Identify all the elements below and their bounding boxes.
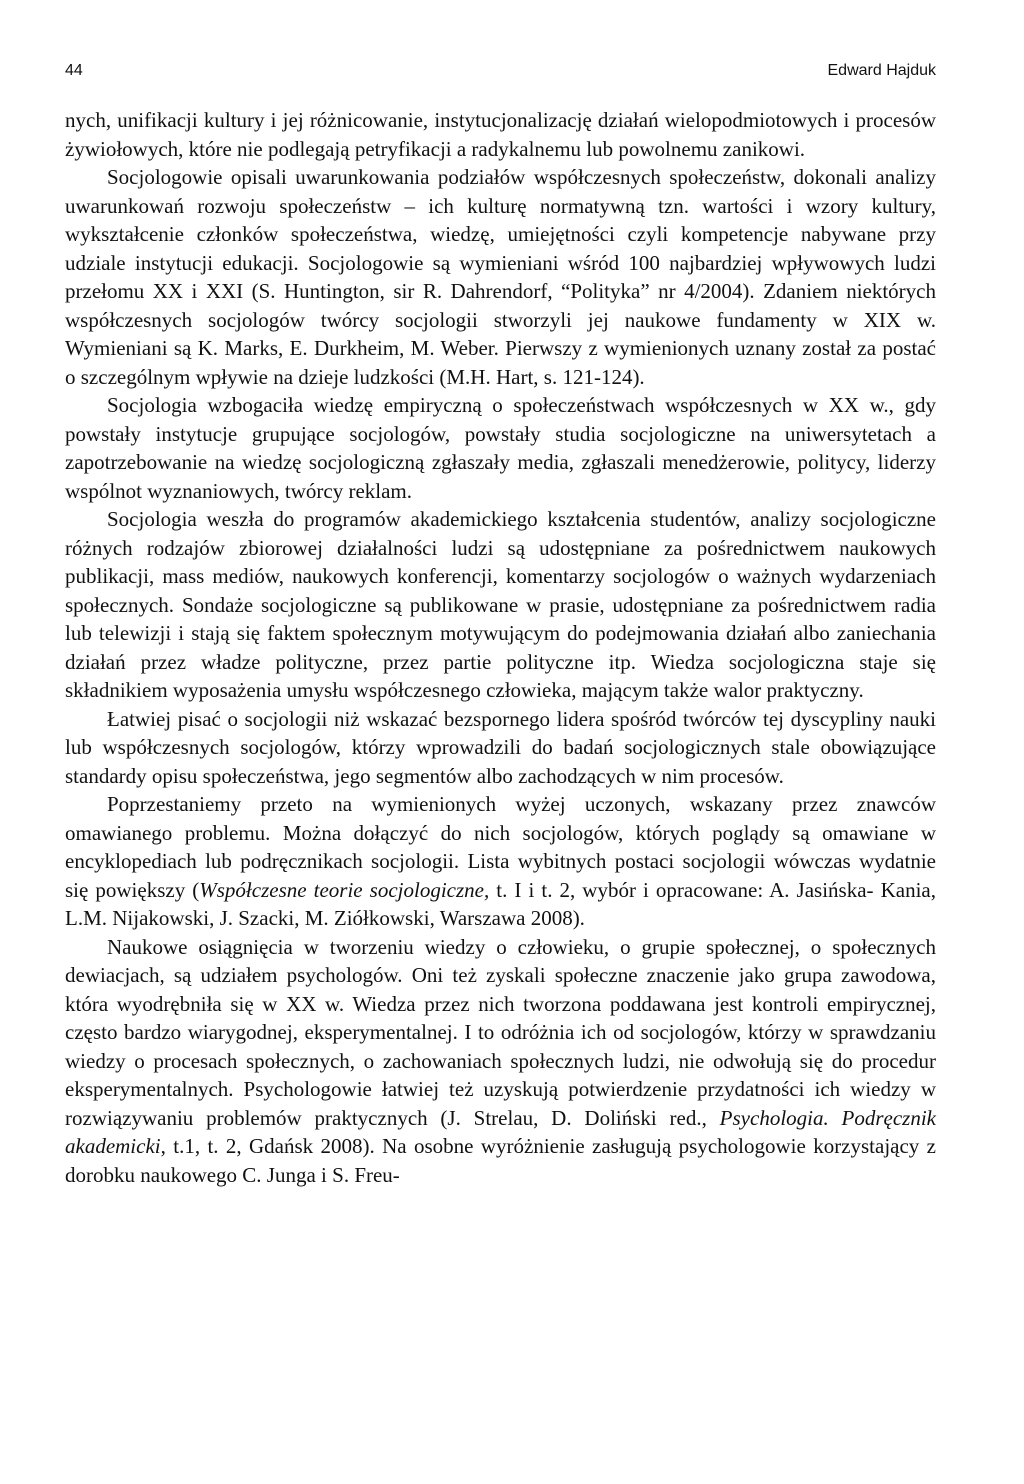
paragraph [65,705,936,791]
text-segment: Naukowe osiągnięcia w tworzeniu wiedzy o człowieku, o grupie społecznej, o społecznych dewiacjach, są udziałem psychologów. Oni też zyskali społeczne znaczenie jako grupa zawodowa, która wyodrębniła się w XX w. Wiedza przez nich tworzona poddawana jest kontroli empirycznej, często bardzo wiarygodnej, eksperymentalnej. I to odróżnia ich od socjologów, którzy w sprawdzaniu wiedzy o procesach społecznych, o zachowaniach społecznych ludzi, nie odwołują się do procedur eksperymentalnych. Psychologowie łatwiej też uzyskują potwierdzenie przydatności ich wiedzy w rozwiązywaniu problemów praktycznych (J. Strelau, D. Doliński red., [65,934,936,1130]
page-header [65,62,936,88]
text-segment: , t.1, t. 2, Gdańsk 2008). Na osobne wyróżnienie zasługują psychologowie korzystający z dorobku naukowego C. Junga i S. Freu- [65,1134,936,1187]
body-text [65,106,936,1189]
paragraph [65,163,936,391]
paragraph [65,106,936,163]
running-head-author: Edward Hajduk [827,62,936,79]
paragraph [65,505,936,705]
paragraph [65,933,936,1190]
text-segment: t. I i t. 2, wybór i opracowane: A. Jasińska- Kania, L.M. Nijakowski, J. Szacki, M. Ziółkowski, Warszawa 2008). [65,877,936,930]
text-segment: Socjologia wzbogaciła wiedzę empiryczną o społeczeństwach współczesnych w XX w., gdy powstały instytucje grupujące socjologów, powstały studia socjologiczne na uniwersytetach a zapotrzebowanie na wiedzę socjologiczną zgłaszały media, zgłaszali menedżerowie, politycy, liderzy wspólnot wyznaniowych, twórcy reklam. [65,393,936,503]
text-segment: Poprzestaniemy przeto na wymienionych wyżej uczonych, wskazany przez znawców omawianego problemu. Można dołączyć do nich socjologów, których poglądy są omawiane w encyklopediach lub podręcznikach socjologii. Lista wybitnych postaci socjologii wówczas wydatnie się powiększy ( [65,792,936,902]
text-segment: Socjologowie opisali uwarunkowania podziałów współczesnych społeczeństw, dokonali analizy uwarunkowań rozwoju społeczeństw – ich kulturę normatywną tzn. wartości i wzory kultury, wykształcenie członków społeczeństwa, wiedzę, umiejętności czyli kompetencje nabywane przy udziale instytucji edukacji. Socjologowie są wymieniani wśród 100 najbardziej wpływowych ludzi przełomu XX i XXI (S. Huntington, sir R. Dahrendorf, “Polityka” nr 4/2004). Zdaniem niektórych współczesnych socjologów twórcy socjologii stworzyli jej naukowe fundamenty w XIX w. Wymieniani są K. Marks, E. Durkheim, M. Weber. Pierwszy z wymienionych uznany został za postać o szczególnym wpływie na dzieje ludzkości (M.H. Hart, s. 121-124). [65,165,936,389]
text-segment: Socjologia weszła do programów akademickiego kształcenia studentów, analizy socjologiczne różnych rodzajów zbiorowej działalności ludzi są udostępniane za pośrednictwem naukowych publikacji, mass mediów, naukowych konferencji, komentarzy socjologów o ważnych wydarzeniach społecznych. Sondaże socjologiczne są publikowane w prasie, udostępniane za pośrednictwem radia lub telewizji i stają się faktem społecznym motywującym do podejmowania działań albo zaniechania działań przez władze polityczne, przez partie polityczne itp. Wiedza socjologiczna staje się składnikiem wyposażenia umysłu współczesnego człowieka, mającym także walor praktyczny. [65,507,936,702]
italic-citation: Współczesne teorie socjologiczne, [199,877,490,902]
text-segment: nych, unifikacji kultury i jej różnicowanie, instytucjonalizację działań wielopodmiotowych i procesów żywiołowych, które nie podlegają petryfikacji a radykalnemu lub powolnemu zanikowi. [65,108,936,161]
page-number: 44 [65,62,83,79]
paragraph [65,790,936,933]
italic-citation: Psychologia. Podręcznik akademicki [65,1105,937,1158]
text-segment: Łatwiej pisać o socjologii niż wskazać bezspornego lidera spośród twórców tej dyscypliny nauki lub współczesnych socjologów, którzy wprowadzili do badań socjologicznych stale obowiązujące standardy opisu społeczeństwa, jego segmentów albo zachodzących w nim procesów. [65,706,936,788]
paragraph [65,391,936,505]
